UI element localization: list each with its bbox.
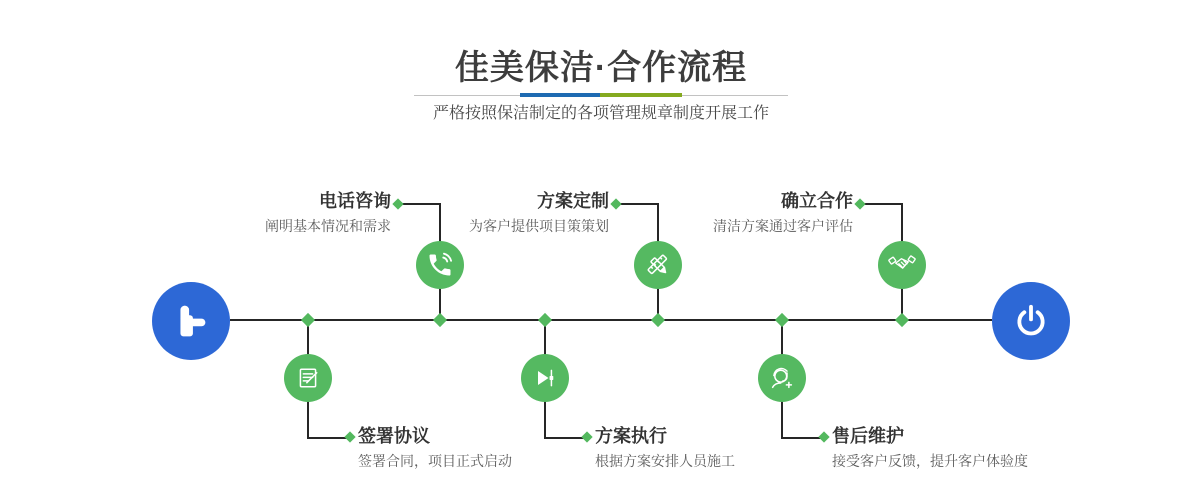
step-label-phone <box>265 190 391 236</box>
step-title: 确立合作 <box>781 191 853 211</box>
step-node-phone <box>416 241 464 289</box>
junction-diamond-3 <box>538 313 552 327</box>
step-title: 签署协议 <box>358 426 430 446</box>
pencil-ruler-icon <box>643 250 673 280</box>
divider-accent-bar <box>520 93 682 97</box>
step-node-execute <box>521 354 569 402</box>
divider-green-segment <box>600 93 682 97</box>
handshake-icon <box>887 250 917 280</box>
junction-diamond-2 <box>433 313 447 327</box>
label-diamond-top-2 <box>610 198 621 209</box>
page-subtitle: 严格按照保洁制定的各项管理规章制度开展工作 <box>432 105 769 122</box>
junction-diamond-4 <box>651 313 665 327</box>
step-title: 售后维护 <box>832 426 904 446</box>
pointing-hand-icon <box>168 298 214 344</box>
timeline-main-line <box>230 319 992 321</box>
step-desc: 签署合同，项目正式启动 <box>358 453 512 469</box>
title-divider <box>414 92 788 98</box>
support-agent-icon <box>767 363 797 393</box>
step-desc: 阐明基本情况和需求 <box>265 218 391 234</box>
junction-diamond-6 <box>895 313 909 327</box>
label-diamond-top-3 <box>854 198 865 209</box>
contract-icon <box>294 364 322 392</box>
step-node-handshake <box>878 241 926 289</box>
step-desc: 接受客户反馈，提升客户体验度 <box>832 453 1028 469</box>
label-diamond-bottom-2 <box>581 431 592 442</box>
step-title: 方案执行 <box>595 426 667 446</box>
step-label-handshake <box>713 190 853 236</box>
step-label-design <box>469 190 609 236</box>
junction-diamond-5 <box>775 313 789 327</box>
label-diamond-bottom-3 <box>818 431 829 442</box>
page-title: 佳美保洁·合作流程 <box>454 49 748 87</box>
end-node <box>992 282 1070 360</box>
step-desc: 清洁方案通过客户评估 <box>713 218 853 234</box>
step-label-execute <box>595 425 735 471</box>
step-desc: 为客户提供项目策策划 <box>469 218 609 234</box>
step-node-support <box>758 354 806 402</box>
label-diamond-bottom-1 <box>344 431 355 442</box>
play-slider-icon <box>531 364 559 392</box>
step-title: 电话咨询 <box>319 191 391 211</box>
step-node-contract <box>284 354 332 402</box>
step-title: 方案定制 <box>537 191 609 211</box>
label-diamond-top-1 <box>392 198 403 209</box>
phone-icon <box>426 251 454 279</box>
step-node-design <box>634 241 682 289</box>
step-label-support <box>832 425 1028 471</box>
step-desc: 根据方案安排人员施工 <box>595 453 735 469</box>
step-label-contract <box>358 425 512 471</box>
power-icon <box>1011 301 1051 341</box>
divider-blue-segment <box>520 93 600 97</box>
junction-diamond-1 <box>301 313 315 327</box>
start-node <box>152 282 230 360</box>
